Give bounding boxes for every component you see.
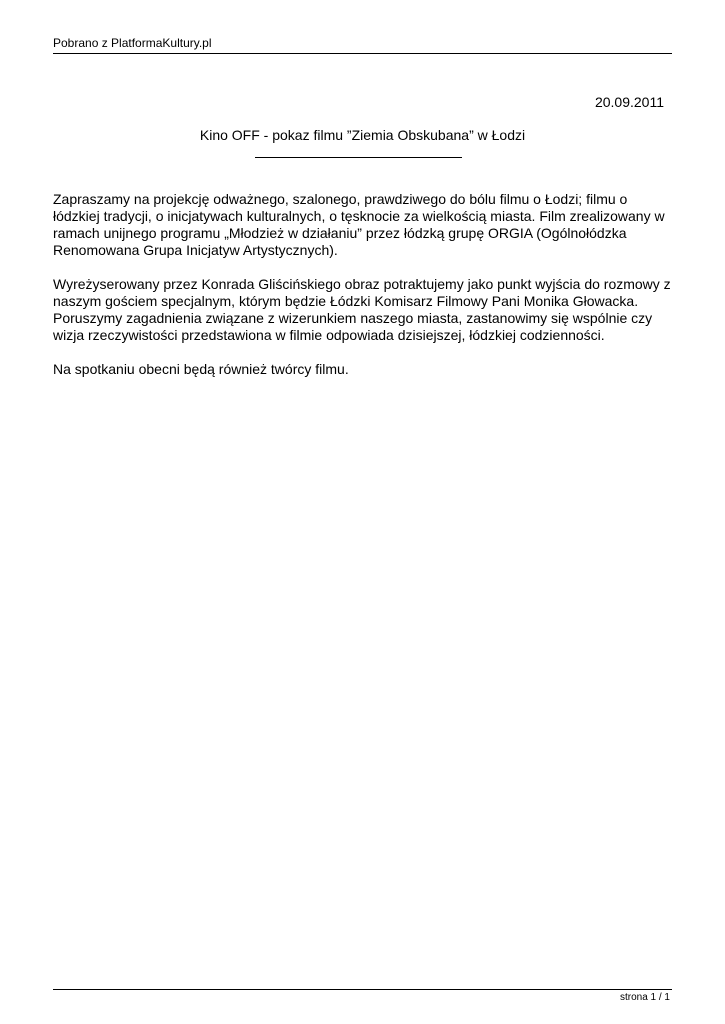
document-date: 20.09.2011 — [594, 94, 664, 110]
header-source: Pobrano z PlatformaKultury.pl — [53, 36, 212, 50]
body-paragraph: Wyreżyserowany przez Konrada Gliścińskiego obraz potraktujemy jako punkt wyjścia do rozmowy z naszym gościem specjalnym, którym będzie Łódzki Komisarz Filmowy Pani Monika Głowacka. Poruszymy zagadnienia związane z wizerunkiem naszego miasta, zastanowimy się wspólnie czy wizja rzeczywistości przedstawiona w filmie odpowiada dzisiejszej, łódzkiej codzienności. — [53, 276, 671, 343]
body-paragraph: Zapraszamy na projekcję odważnego, szalonego, prawdziwego do bólu filmu o Łodzi; filmu o łódzkiej tradycji, o inicjatywach kulturalnych, o tęsknocie za wielkością miasta. Film zrealizowany w ramach unijnego programu „Młodzież w działaniu” przez łódzką grupę ORGIA (Ogólnołódzka Renomowana Grupa Inicjatyw Artystycznych). — [53, 191, 665, 258]
header-divider — [53, 53, 672, 54]
document-title: Kino OFF - pokaz filmu ”Ziemia Obskubana” w Łodzi — [199, 127, 526, 143]
document-body — [53, 191, 672, 395]
title-underline — [255, 157, 462, 158]
footer-divider — [53, 989, 672, 990]
page-number: strona 1 / 1 — [619, 992, 670, 1003]
body-paragraph: Na spotkaniu obecni będą również twórcy filmu. — [53, 361, 349, 377]
